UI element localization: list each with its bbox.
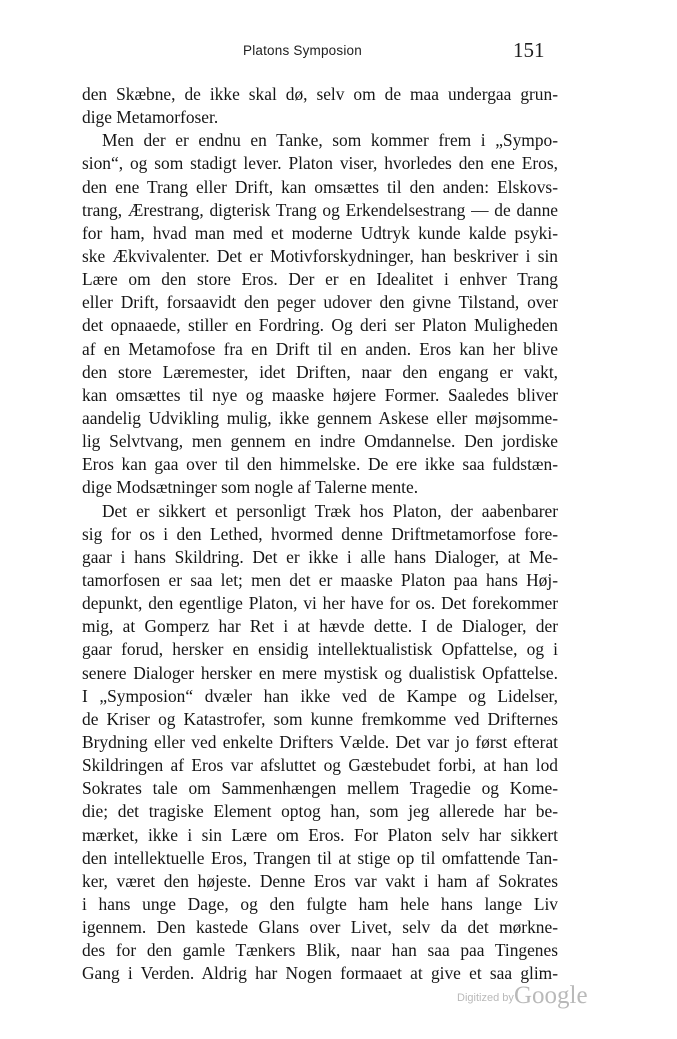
text-line: kan omsættes til nye og maaske højere Former. Saaledes bliver (82, 384, 558, 405)
text-line: trang, Ærestrang, digterisk Trang og Erkendelsestrang — de danne (82, 199, 558, 220)
text-line: gaar forud, hersker en ensidig intellektualistisk Opfattelse, og i (82, 639, 558, 660)
text-line: Skildringen af Eros var afsluttet og Gæstebudet forbi, at han lod (82, 755, 558, 776)
running-title: Platons Symposion (243, 43, 362, 58)
text-line: de Kriser og Katastrofer, som kunne fremkomme ved Drifternes (82, 708, 558, 729)
text-line: des for den gamle Tænkers Blik, naar han saa paa Tingenes (82, 940, 558, 961)
text-line: ske Ækvivalenter. Det er Motivforskydninger, han beskriver i sin (82, 245, 558, 266)
text-line: I „Symposion“ dvæler han ikke ved de Kampe og Lidelser, (82, 685, 558, 706)
text-line: tamorfosen er saa let; men det er maaske Platon paa hans Høj- (82, 569, 558, 590)
text-line: dige Modsætninger som nogle af Talerne mente. (82, 477, 419, 498)
text-line: den Skæbne, de ikke skal dø, selv om de maa undergaa grun- (82, 84, 558, 104)
text-line: igennem. Den kastede Glans over Livet, selv da det mørkne- (82, 917, 558, 938)
google-watermark: Google (514, 982, 588, 1009)
text-line: dige Metamorfoser. (82, 107, 219, 128)
text-line: depunkt, den egentlige Platon, vi her have for os. Det forekommer (82, 593, 558, 614)
text-line: sion“, og som stadigt lever. Platon viser, hvorledes den ene Eros, (82, 153, 558, 174)
text-line: Det er sikkert et personligt Træk hos Platon, der aabenbarer (102, 500, 558, 521)
text-line: det opnaaede, stiller en Fordring. Og deri ser Platon Muligheden (82, 315, 558, 336)
text-line: lig Selvtvang, men gennem en indre Omdannelse. Den jordiske (82, 431, 558, 452)
text-line: ker, været den højeste. Denne Eros var vakt i ham af Sokrates (82, 870, 558, 891)
text-line: Men der er endnu en Tanke, som kommer frem i „Sympo- (102, 130, 558, 151)
text-line: Lære om den store Eros. Der er en Idealitet i enhver Trang (82, 269, 558, 290)
page-number: 151 (513, 38, 545, 62)
text-line: gaar i hans Skildring. Det er ikke i alle hans Dialoger, at Me- (82, 546, 558, 567)
text-line: Sokrates tale om Sammenhængen mellem Tragedie og Kome- (82, 778, 558, 799)
text-line: Brydning eller ved enkelte Drifters Vælde. Det var jo først efterat (82, 731, 558, 752)
running-head (0, 40, 677, 68)
text-line: eller Drift, forsaavidt den peger udover den givne Tilstand, over (82, 292, 558, 313)
body-text (82, 83, 558, 985)
text-line: sig for os i den Lethed, hvormed denne Driftmetamorfose fore- (82, 523, 558, 544)
text-line: mærket, ikke i sin Lære om Eros. For Platon selv har sikkert (82, 824, 558, 845)
text-line: for ham, hvad man med et moderne Udtryk kunde kalde psyki- (82, 222, 558, 243)
text-line: den ene Trang eller Drift, kan omsættes til den anden: Elskovs- (82, 176, 558, 197)
text-line: den store Læremester, idet Driften, naar den engang er vakt, (82, 361, 558, 382)
text-line: aandelig Udvikling mulig, ikke gennem Askese eller møjsomme- (82, 407, 558, 428)
text-line: mig, at Gomperz har Ret i at hævde dette. I de Dialoger, der (82, 616, 558, 637)
text-line: den intellektuelle Eros, Trangen til at stige op til omfattende Tan- (82, 847, 558, 868)
text-line: die; det tragiske Element optog han, som jeg allerede har be- (82, 801, 558, 822)
digitized-by-label: Digitized by (457, 992, 514, 1004)
text-line: af en Metamofose fra en Drift til en anden. Eros kan her blive (82, 338, 558, 359)
text-line: Gang i Verden. Aldrig har Nogen formaaet at give et saa glim- (82, 963, 558, 984)
text-line: i hans unge Dage, og den fulgte ham hele hans lange Liv (82, 893, 558, 914)
text-line: senere Dialoger hersker en mere mystisk og dualistisk Opfattelse. (82, 662, 558, 683)
text-line: Eros kan gaa over til den himmelske. De ere ikke saa fuldstæn- (82, 454, 558, 475)
